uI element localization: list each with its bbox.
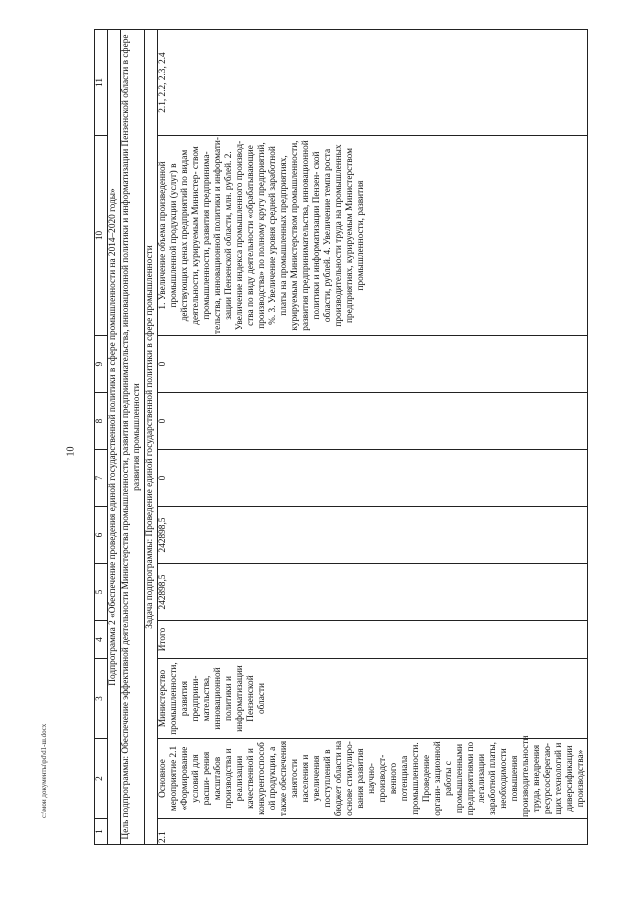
col-header-10: 10 xyxy=(95,136,108,336)
task-row xyxy=(145,30,158,845)
subprogram-row xyxy=(108,30,121,845)
indicators-cell: 1. Увеличение объема произведенной промышленной продукции (услуг) в действующих ценах предприятий по видам деятельности, курируемым Министер- ством промышленности, развития предпринима- тельства, инновационной политики и информати- зации Пензенской области, млн. рублей. 2. Увеличение индекса промышленного производ- ства по виду деятельности «обрабатывающие производства» по полному кругу предприятий, %. 3. Увеличение уровня средней заработной платы на промышленных предприятиях, курируемым Министерством промышленности, развития предпринимательства, инновационной политики и информатизации Пензен- ской области, рублей. 4. Увеличение темпа роста производительности труда на промышленных предприятиях, курируемым Министерством промышленности, развития xyxy=(158,136,588,336)
program-table-sheet xyxy=(94,30,609,845)
amount-cell-8: 0 xyxy=(158,393,588,450)
table-row xyxy=(158,30,588,845)
row-number: 2.1 xyxy=(158,819,588,845)
goal-row xyxy=(121,30,145,845)
col-header-1: 1 xyxy=(95,819,108,845)
column-number-row xyxy=(95,30,108,845)
col-header-11: 11 xyxy=(95,30,108,136)
source-cell: Итого xyxy=(158,621,588,659)
file-path-footer: c:\мои документы\pd\d1-ш.docx xyxy=(40,723,48,818)
subprogram-goal: Цель подпрограммы: Обеспечение эффективной деятельности Министерства промышленности, развития предпринимательства, инновационной политики и информатизации Пензенской области в сфере развития промышленности xyxy=(121,30,145,845)
subprogram-task: Задача подпрограммы: Проведение единой государственной политики в сфере промышленности xyxy=(145,30,158,845)
amount-cell-9: 0 xyxy=(158,336,588,393)
col-header-7: 7 xyxy=(95,450,108,507)
program-table xyxy=(94,29,588,845)
amount-cell-5: 242898,5 xyxy=(158,564,588,621)
subprogram-title: Подпрограмма 2 «Обеспечение проведения единой государственной политики в сфере промышленности на 2014–2020 годы» xyxy=(108,30,121,845)
links-cell: 2.1, 2.2, 2.3, 2.4 xyxy=(158,30,588,136)
page-number: 10 xyxy=(65,446,77,457)
executor-cell: Министерство промышленности, развития предприни- мательства, инновационной политики и информатизации Пензенской области xyxy=(158,659,588,739)
col-header-5: 5 xyxy=(95,564,108,621)
col-header-4: 4 xyxy=(95,621,108,659)
col-header-9: 9 xyxy=(95,336,108,393)
measure-cell: Основное мероприятие 2.1 «Формирование условий для расши- рения масштабов производства и реализации качественной и конкурентоспособ ой продукции, а также обеспечения занятости населения и увеличения поступлений в бюджет области на основе стимулиро- вания развития научно-производст- венного потенциала промышленности. Проведение органи- зационной работы с промышленными предприятиями по легализации заработной платы, необходимости повышения производительности труда, внедрения ресурсосберегаю- щих технологий и диверсификации производства» xyxy=(158,735,586,817)
col-header-6: 6 xyxy=(95,507,108,564)
amount-cell-6: 242898,5 xyxy=(158,507,588,564)
col-header-8: 8 xyxy=(95,393,108,450)
amount-cell-7: 0 xyxy=(158,450,588,507)
col-header-2: 2 xyxy=(95,739,108,819)
col-header-3: 3 xyxy=(95,659,108,739)
